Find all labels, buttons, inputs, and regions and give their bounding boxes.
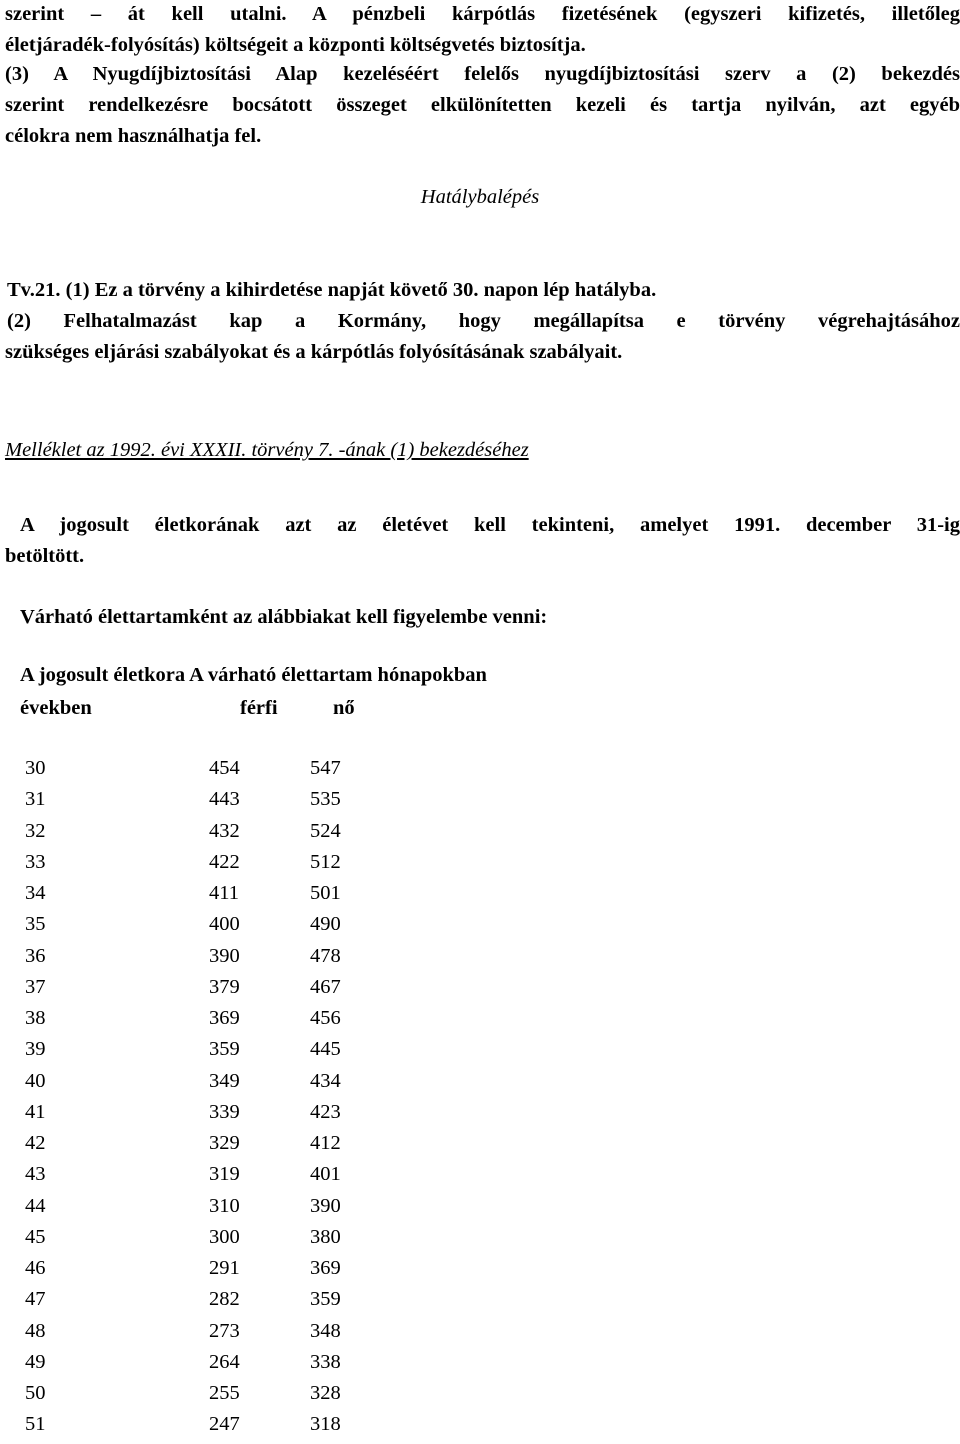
male-months-cell: 422 [209,850,240,873]
age-cell: 36 [25,944,46,967]
female-months-cell: 390 [310,1194,341,1217]
female-months-cell: 338 [310,1350,341,1373]
table-row [0,976,400,1007]
age-cell: 46 [25,1257,46,1279]
table-row [0,945,400,976]
annex-title: Melléklet az 1992. évi XXXII. törvény 7. -ának (1) bekezdéséhez [5,439,529,461]
table-row [0,1007,400,1038]
age-cell: 49 [25,1350,46,1373]
text-line: szerint rendelkezésre bocsátott összeget elkülönítetten kezeli és tartja nyilván, azt egyéb [5,94,960,116]
age-cell: 32 [25,819,46,842]
age-cell: 38 [25,1007,46,1029]
text-line: A jogosult életkorának azt az életévet kell tekinteni, amelyet 1991. december 31-ig [20,514,960,536]
male-months-cell: 247 [209,1413,240,1436]
table-row [0,913,400,944]
male-months-cell: 390 [209,944,240,967]
male-months-cell: 359 [209,1038,240,1061]
table-row [0,820,400,851]
male-months-cell: 454 [209,757,240,779]
female-months-cell: 512 [310,850,341,873]
table-row [0,757,400,788]
age-cell: 30 [25,757,46,779]
male-months-cell: 339 [209,1100,240,1123]
age-cell: 39 [25,1038,46,1061]
table-row [0,1382,400,1413]
male-months-cell: 400 [209,913,240,936]
male-months-cell: 411 [209,882,239,904]
male-months-cell: 379 [209,975,240,998]
age-cell: 42 [25,1132,46,1154]
text-line: szerint – át kell utalni. A pénzbeli kárpótlás fizetésének (egyszeri kifizetés, illetőleg [5,3,960,25]
text-line: Tv.21. (1) Ez a törvény a kihirdetése napját követő 30. napon lép hatályba. [7,279,657,301]
male-months-cell: 432 [209,819,240,842]
table-row [0,1226,400,1257]
table-row [0,1195,400,1226]
column-header-female: nő [333,697,355,719]
table-header: A jogosult életkora A várható élettartam hónapokban [20,664,487,686]
text-line: szükséges eljárási szabályokat és a kárpótlás folyósításának szabályait. [5,341,623,363]
age-cell: 40 [25,1069,46,1092]
female-months-cell: 478 [310,944,341,967]
text-line: (2) Felhatalmazást kap a Kormány, hogy megállapítsa e törvény végrehajtásához [7,310,960,332]
female-months-cell: 535 [310,788,341,811]
male-months-cell: 329 [209,1132,240,1154]
age-cell: 31 [25,788,46,811]
female-months-cell: 380 [310,1225,341,1248]
section-21-paragraph [5,275,960,368]
top-paragraph [5,0,960,61]
age-cell: 33 [25,850,46,873]
male-months-cell: 300 [209,1225,240,1248]
male-months-cell: 319 [209,1163,240,1186]
table-row [0,1038,400,1069]
table-row [0,1351,400,1382]
age-cell: 43 [25,1163,46,1186]
text-line: Várható élettartamként az alábbiakat kell figyelembe venni: [20,606,548,628]
text-line: célokra nem használhatja fel. [5,125,262,147]
age-cell: 35 [25,913,46,936]
table-row [0,1320,400,1351]
age-cell: 44 [25,1194,46,1217]
age-cell: 45 [25,1225,46,1248]
table-row [0,1070,400,1101]
table-row [0,1163,400,1194]
table-row [0,851,400,882]
male-months-cell: 443 [209,788,240,811]
male-months-cell: 369 [209,1007,240,1029]
male-months-cell: 255 [209,1382,240,1404]
age-cell: 47 [25,1288,46,1311]
female-months-cell: 524 [310,819,341,842]
column-header-male: férfi [240,697,278,719]
section-heading: Hatálybalépés [420,186,540,208]
female-months-cell: 359 [310,1288,341,1311]
male-months-cell: 349 [209,1069,240,1092]
section-3-paragraph [5,59,960,152]
column-header-years: években [20,697,92,719]
female-months-cell: 348 [310,1319,341,1342]
text-line: életjáradék-folyósítás) költségeit a központi költségvetés biztosítja. [5,34,586,56]
age-cell: 51 [25,1413,46,1436]
female-months-cell: 369 [310,1257,341,1279]
table-row [0,882,400,913]
age-cell: 37 [25,975,46,998]
text-line: (3) A Nyugdíjbiztosítási Alap kezeléséért felelős nyugdíjbiztosítási szerv a (2) bekezdés [5,63,960,85]
male-months-cell: 310 [209,1194,240,1217]
female-months-cell: 547 [310,757,341,779]
female-months-cell: 467 [310,975,341,998]
female-months-cell: 434 [310,1069,341,1092]
table-row [0,788,400,819]
male-months-cell: 282 [209,1288,240,1311]
age-cell: 48 [25,1319,46,1342]
female-months-cell: 401 [310,1163,341,1186]
eligible-age-paragraph [5,510,960,572]
female-months-cell: 501 [310,882,341,904]
female-months-cell: 412 [310,1132,341,1154]
male-months-cell: 273 [209,1319,240,1342]
expectancy-intro [20,602,960,633]
male-months-cell: 264 [209,1350,240,1373]
age-cell: 34 [25,882,46,904]
male-months-cell: 291 [209,1257,240,1279]
age-cell: 50 [25,1382,46,1404]
female-months-cell: 490 [310,913,341,936]
female-months-cell: 328 [310,1382,341,1404]
female-months-cell: 423 [310,1100,341,1123]
table-row [0,1101,400,1132]
table-row [0,1413,400,1444]
female-months-cell: 456 [310,1007,341,1029]
text-line: betöltött. [5,545,85,567]
female-months-cell: 318 [310,1413,341,1436]
age-cell: 41 [25,1100,46,1123]
table-row [0,1257,400,1288]
table-row [0,1288,400,1319]
female-months-cell: 445 [310,1038,341,1061]
table-row [0,1132,400,1163]
